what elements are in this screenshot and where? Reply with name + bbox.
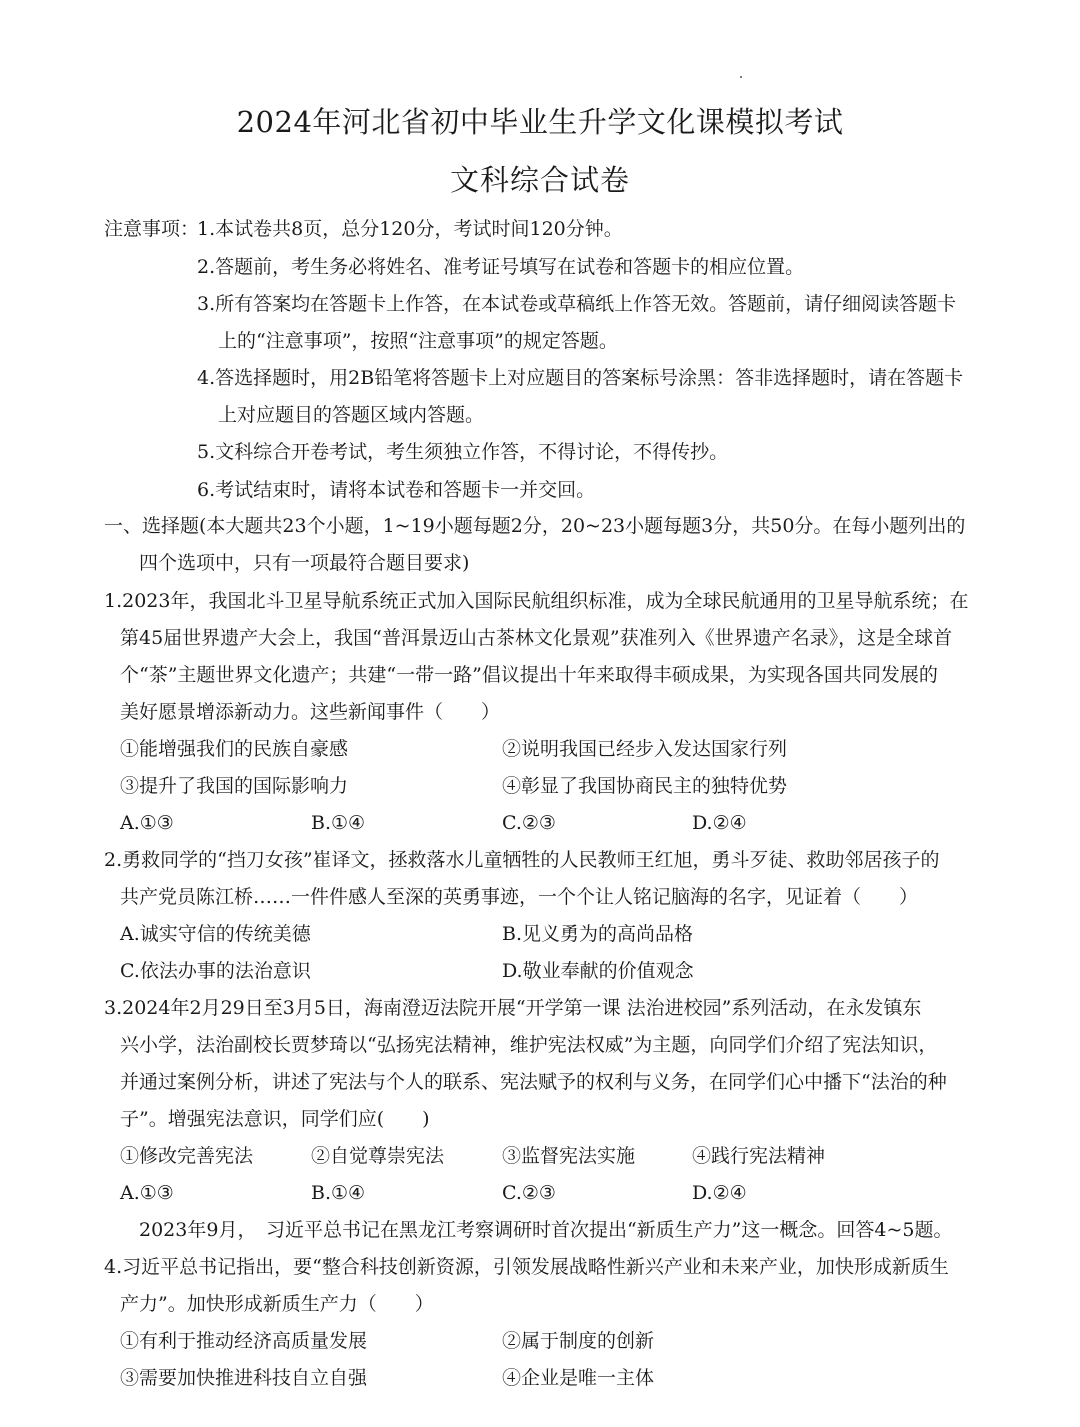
question-4-text: 4.习近平总书记指出，要“整合科技创新资源，引领发展战略性新兴产业和未来产业，加快形成新质生 xyxy=(104,1256,949,1278)
q4-statement: ③需要加快推进科技自立自强 xyxy=(120,1367,368,1389)
q1-statement: ②说明我国已经步入发达国家行列 xyxy=(502,738,788,760)
exam-title: 2024年河北省初中毕业生升学文化课模拟考试 xyxy=(236,105,844,139)
question-2-text: 2.勇救同学的“挡刀女孩”崔译文，拯救落水儿童牺牲的人民教师王红旭，勇斗歹徒、救助邻居孩子的 xyxy=(104,849,940,871)
question-1-text: 1.2023年，我国北斗卫星导航系统正式加入国际民航组织标准，成为全球民航通用的卫星导航系统；在 xyxy=(104,590,969,612)
scan-speck xyxy=(740,76,742,78)
section-heading-cont: 四个选项中，只有一项最符合题目要求) xyxy=(139,552,470,574)
q3-statement: ②自觉尊崇宪法 xyxy=(311,1145,445,1167)
question-1-text: 个“茶”主题世界文化遗产；共建“一带一路”倡议提出十年来取得丰硕成果，为实现各国共同发展的 xyxy=(120,664,938,686)
q2-option-a: A.诚实守信的传统美德 xyxy=(120,923,311,945)
q3-option-c: C.②③ xyxy=(502,1182,556,1204)
question-2-text: 共产党员陈江桥……一件件感人至深的英勇事迹，一个个让人铭记脑海的名字，见证着（ ） xyxy=(120,886,919,908)
q1-option-d: D.②④ xyxy=(692,812,747,834)
question-4-text: 产力”。加快形成新质生产力（ ） xyxy=(120,1293,434,1315)
notice-item: 上对应题目的答题区域内答题。 xyxy=(218,404,485,426)
notice-item: 2.答题前，考生务必将姓名、准考证号填写在试卷和答题卡的相应位置。 xyxy=(197,256,805,278)
q3-option-a: A.①③ xyxy=(120,1182,174,1204)
notice-item: 6.考试结束时，请将本试卷和答题卡一并交回。 xyxy=(197,479,596,501)
exam-subtitle: 文科综合试卷 xyxy=(449,163,630,197)
notice-label: 注意事项： xyxy=(104,218,200,240)
q3-option-b: B.①④ xyxy=(311,1182,366,1204)
q4-statement: ④企业是唯一主体 xyxy=(502,1367,655,1389)
q3-statement: ④践行宪法精神 xyxy=(692,1145,826,1167)
notice-item: 4.答选择题时，用2B铅笔将答题卡上对应题目的答案标号涂黑：答非选择题时，请在答题卡 xyxy=(197,367,964,389)
q1-statement: ①能增强我们的民族自豪感 xyxy=(120,738,349,760)
q1-statement: ③提升了我国的国际影响力 xyxy=(120,775,349,797)
q1-option-b: B.①④ xyxy=(311,812,366,834)
q1-option-a: A.①③ xyxy=(120,812,174,834)
q1-option-c: C.②③ xyxy=(502,812,556,834)
question-3-text: 3.2024年2月29日至3月5日，海南澄迈法院开展“开学第一课 法治进校园”系列活动，在永发镇东 xyxy=(104,997,922,1019)
q3-statement: ③监督宪法实施 xyxy=(502,1145,636,1167)
q2-option-b: B.见义勇为的高尚品格 xyxy=(502,923,694,945)
q3-statement: ①修改完善宪法 xyxy=(120,1145,254,1167)
section-heading: 一、选择题(本大题共23个小题，1~19小题每题2分，20~23小题每题3分，共50分。在每小题列出的 xyxy=(104,515,966,537)
question-3-text: 并通过案例分析，讲述了宪法与个人的联系、宪法赋予的权利与义务，在同学们心中播下“法治的种 xyxy=(120,1071,947,1093)
question-1-text: 美好愿景增添新动力。这些新闻事件（ ） xyxy=(120,701,501,723)
question-1-text: 第45届世界遗产大会上，我国“普洱景迈山古茶林文化景观”获准列入《世界遗产名录》，这是全球首 xyxy=(120,627,953,649)
notice-item: 上的“注意事项”，按照“注意事项”的规定答题。 xyxy=(218,330,618,352)
notice-item: 3.所有答案均在答题卡上作答，在本试卷或草稿纸上作答无效。答题前，请仔细阅读答题卡 xyxy=(197,293,957,315)
q1-statement: ④彰显了我国协商民主的独特优势 xyxy=(502,775,788,797)
q2-option-d: D.敬业奉献的价值观念 xyxy=(502,960,694,982)
q3-option-d: D.②④ xyxy=(692,1182,747,1204)
material-intro: 2023年9月， 习近平总书记在黑龙江考察调研时首次提出“新质生产力”这一概念。回答4~5题。 xyxy=(139,1219,953,1241)
notice-item: 5.文科综合开卷考试，考生须独立作答，不得讨论，不得传抄。 xyxy=(197,441,729,463)
question-3-text: 兴小学，法治副校长贾梦琦以“弘扬宪法精神，维护宪法权威”为主题，向同学们介绍了宪法知识， xyxy=(120,1034,938,1056)
q4-statement: ①有利于推动经济高质量发展 xyxy=(120,1330,368,1352)
q4-statement: ②属于制度的创新 xyxy=(502,1330,655,1352)
q2-option-c: C.依法办事的法治意识 xyxy=(120,960,311,982)
notice-item: 1.本试卷共8页，总分120分，考试时间120分钟。 xyxy=(197,218,623,240)
question-3-text: 子”。增强宪法意识，同学们应( ) xyxy=(120,1108,430,1130)
